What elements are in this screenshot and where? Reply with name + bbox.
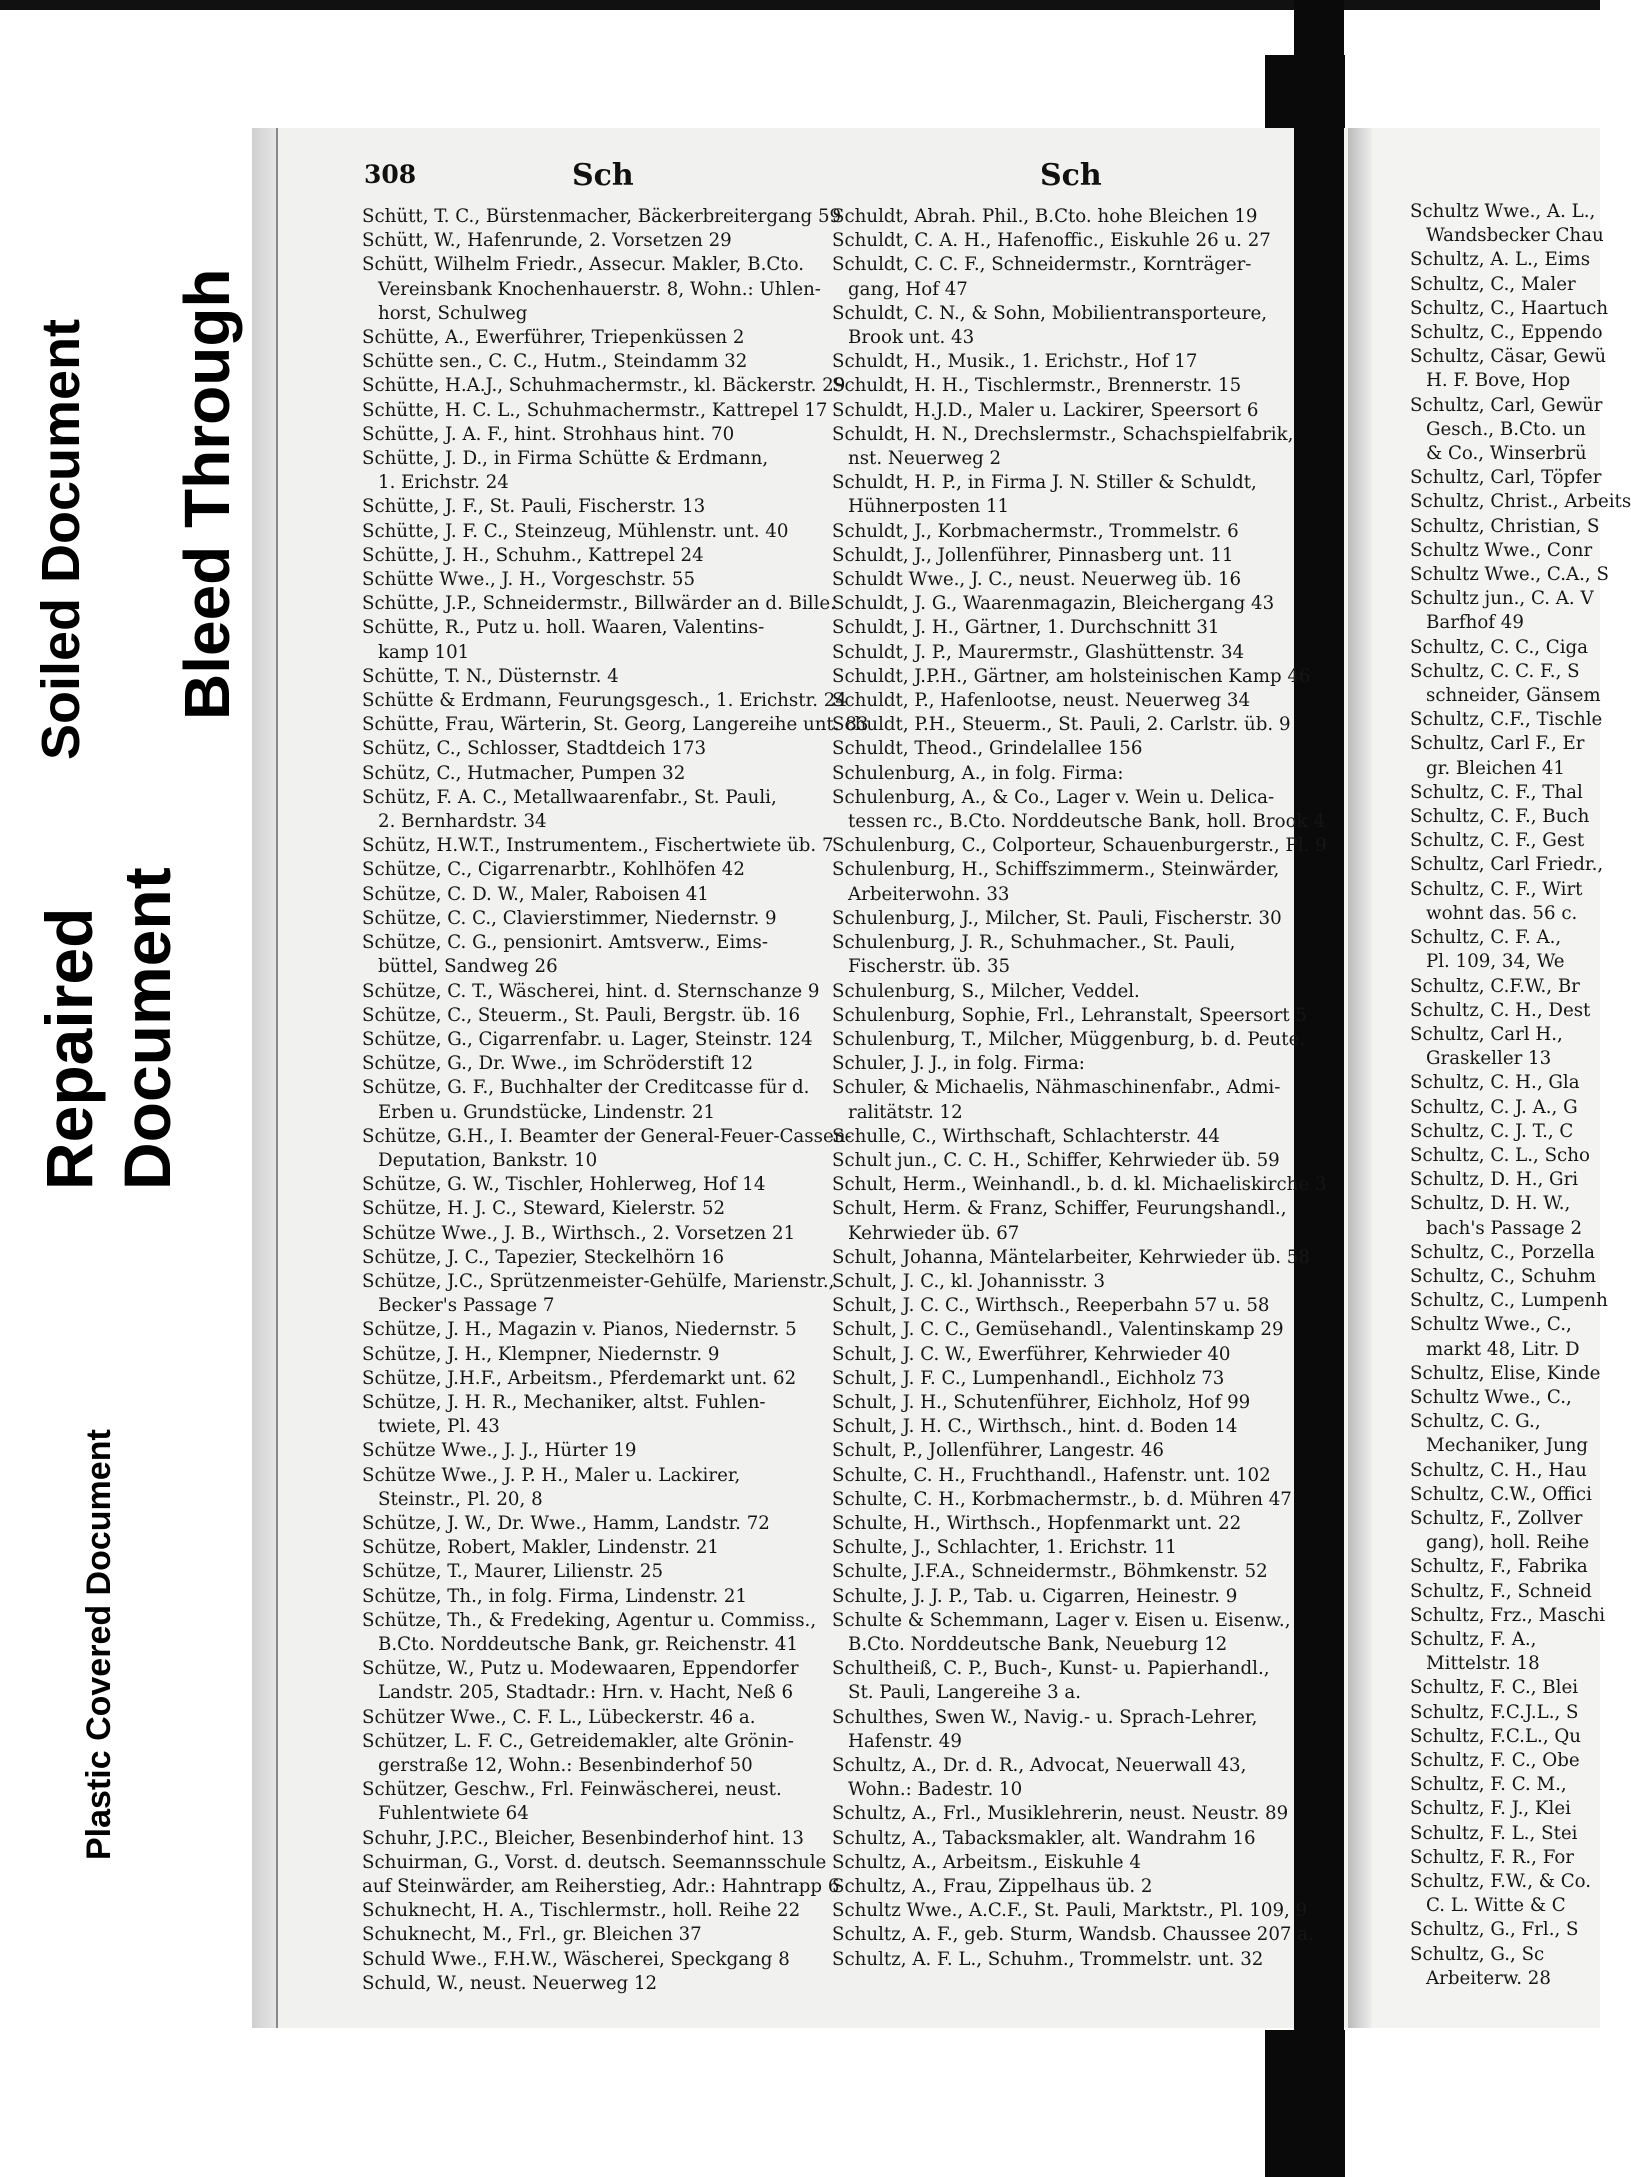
directory-entry: Schulte, J., Schlachter, 1. Erichstr. 11 [832,1537,1177,1559]
directory-entry: Schultz, F. R., For [1410,1846,1574,1868]
directory-entry: Schultz Wwe., C., [1410,1386,1572,1408]
directory-entry: Schuknecht, M., Frl., gr. Bleichen 37 [362,1924,702,1946]
directory-entry: Schuldt, H., Musik., 1. Erichstr., Hof 17 [832,351,1198,373]
directory-entry: Schultz Wwe., A. L., [1410,201,1596,222]
directory-entry: Schult, P., Jollenführer, Langestr. 46 [832,1440,1164,1462]
directory-entry: Schütte, J. F., St. Pauli, Fischerstr. 13 [362,496,706,518]
directory-entry: Schultz, F. A., [1410,1628,1537,1650]
directory-entry: Schütte, J. A. F., hint. Strohhaus hint. 70 [362,423,735,445]
directory-column-3 [1410,200,1631,1991]
directory-entry: Schuldt, J.P.H., Gärtner, am holsteinischen Kamp 46 [832,665,1311,687]
directory-entry: 1. Erichstr. 24 [378,472,509,494]
directory-entry: Schult jun., C. C. H., Schiffer, Kehrwieder üb. 59 [832,1149,1280,1171]
directory-entry: Schultz, A., Arbeitsm., Eiskuhle 4 [832,1851,1141,1873]
directory-entry: Schultz, C., Porzella [1410,1241,1595,1263]
label-repaired-document: Repaired Document [32,867,184,1190]
directory-entry: Schuldt, J. G., Waarenmagazin, Bleichergang 43 [832,593,1275,615]
directory-entry: Kehrwieder üb. 67 [848,1222,1020,1244]
directory-entry: Schütze, C., Cigarrenarbtr., Kohlhöfen 42 [362,859,745,881]
directory-entry: Schütze, J. W., Dr. Wwe., Hamm, Landstr. 72 [362,1512,770,1534]
directory-entry: Schultz, Carl F., Er [1410,733,1585,755]
directory-entry: Schütte, J. H., Schuhm., Kattrepel 24 [362,544,704,566]
directory-entry: Fischerstr. üb. 35 [848,956,1011,978]
directory-entry: Schützer Wwe., C. F. L., Lübeckerstr. 46 a. [362,1706,756,1728]
directory-entry: C. L. Witte & C [1426,1895,1566,1917]
directory-entry: Schulenburg, C., Colporteur, Schauenburgerstr., Pl. 9 [832,835,1327,857]
directory-entry: Schuldt, H.J.D., Maler u. Lackirer, Speersort 6 [832,399,1259,421]
directory-entry: Schult, Herm. & Franz, Schiffer, Feurungshandl., [832,1198,1287,1220]
directory-entry: Wandsbecker Chau [1426,225,1604,247]
directory-entry: Schultz, C. F., Gest [1410,830,1585,852]
directory-entry: Schulenburg, Sophie, Frl., Lehranstalt, Speersort 5 [832,1004,1307,1026]
directory-entry: Schuldt, Theod., Grindelallee 156 [832,738,1143,760]
directory-entry: Schuler, J. J., in folg. Firma: [832,1053,1085,1075]
directory-entry: Schultz, C. C., Ciga [1410,636,1589,658]
directory-entry: Schütze, Th., in folg. Firma, Lindenstr. 21 [362,1585,748,1607]
directory-entry: Schütze, G., Dr. Wwe., im Schröderstift 12 [362,1053,754,1075]
directory-entry: Schütte, Frau, Wärterin, St. Georg, Langereihe unt. 83 [362,714,869,736]
directory-entry: Schultz, Carl Friedr., [1410,854,1604,876]
directory-entry: Schuldt, J. H., Gärtner, 1. Durchschnitt 31 [832,617,1220,639]
directory-entry: Brook unt. 43 [848,327,975,349]
directory-entry: Schütte, H.A.J., Schuhmachermstr., kl. Bäckerstr. 29 [362,375,846,397]
directory-entry: Schultz, C., Schuhm [1410,1265,1596,1287]
directory-entry: twiete, Pl. 43 [378,1416,500,1438]
directory-entry: Schuldt Wwe., J. C., neust. Neuerweg üb. 16 [832,569,1242,591]
directory-entry: Schult, J. F. C., Lumpenhandl., Eichholz 73 [832,1367,1225,1389]
directory-entry: Schult, J. C., kl. Johannisstr. 3 [832,1270,1106,1292]
directory-entry: Schult, Johanna, Mäntelarbeiter, Kehrwieder üb. 58 [832,1246,1310,1268]
directory-entry: Schütte, J.P., Schneidermstr., Billwärder an d. Bille. [362,593,836,615]
directory-entry: Schütze, Robert, Makler, Lindenstr. 21 [362,1537,719,1559]
book-gutter [1348,128,1372,2028]
label-plastic-covered-document: Plastic Covered Document [80,1429,118,1860]
directory-entry: schneider, Gänsem [1426,685,1601,707]
directory-entry: Schult, J. C. C., Wirthsch., Reeperbahn 57 u. 58 [832,1295,1270,1317]
directory-entry: Schütze, W., Putz u. Modewaaren, Eppendorfer [362,1658,799,1680]
directory-entry: Schütte, H. C. L., Schuhmachermstr., Kattrepel 17 [362,399,828,421]
directory-entry: Schützer, Geschw., Frl. Feinwäscherei, neust. [362,1779,782,1801]
directory-entry: Schulenburg, A., & Co., Lager v. Wein u. Delica- [832,786,1275,808]
directory-entry: Barfhof 49 [1426,612,1524,634]
directory-entry: Schütt, W., Hafenrunde, 2. Vorsetzen 29 [362,230,732,252]
directory-entry: Schütze, T., Maurer, Lilienstr. 25 [362,1561,664,1583]
directory-entry: Schuldt, C. C. F., Schneidermstr., Kornträger- [832,254,1252,276]
directory-entry: Schultz, C. G., [1410,1411,1541,1433]
directory-entry: Schultz, A., Frau, Zippelhaus üb. 2 [832,1876,1153,1898]
header-left: Sch [572,158,634,193]
directory-entry: Schulthes, Swen W., Navig.- u. Sprach-Lehrer, [832,1706,1258,1728]
directory-entry: Landstr. 205, Stadtadr.: Hrn. v. Hacht, Neß 6 [378,1682,794,1704]
directory-entry: Schütte, T. N., Düsternstr. 4 [362,665,619,687]
directory-entry: Arbeiterw. 28 [1426,1967,1551,1989]
directory-entry: Schütze, C. G., pensionirt. Amtsverw., Eims- [362,932,768,954]
directory-entry: Schuld Wwe., F.H.W., Wäscherei, Speckgang 8 [362,1948,790,1970]
directory-entry: Schultz, C. C. F., S [1410,660,1580,682]
directory-entry: 2. Bernhardstr. 34 [378,811,547,833]
directory-entry: Schultheiß, C. P., Buch-, Kunst- u. Papierhandl., [832,1658,1270,1680]
directory-entry: Becker's Passage 7 [378,1295,555,1317]
directory-entry: Schultz, C. F., Buch [1410,806,1590,828]
directory-entry: Schultz, Elise, Kinde [1410,1362,1601,1384]
directory-entry: St. Pauli, Langereihe 3 a. [848,1682,1082,1704]
directory-entry: Schultz, Carl, Gewür [1410,394,1603,416]
directory-entry: Schulenburg, J., Milcher, St. Pauli, Fischerstr. 30 [832,907,1282,929]
directory-entry: gerstraße 12, Wohn.: Besenbinderhof 50 [378,1755,753,1776]
directory-entry: Schütze, J. H., Klempner, Niedernstr. 9 [362,1343,720,1365]
directory-entry: Schultz, F.C.L., Qu [1410,1725,1582,1747]
directory-entry: Schultz, Carl H., [1410,1023,1563,1045]
directory-entry: B.Cto. Norddeutsche Bank, gr. Reichenstr. 41 [378,1633,799,1655]
directory-entry: Schuldt, J., Korbmachermstr., Trommelstr. 6 [832,520,1239,542]
directory-entry: Schultz, F.W., & Co. [1410,1871,1592,1893]
directory-entry: Schultz, C. L., Scho [1410,1144,1590,1166]
directory-entry: Schulenburg, J. R., Schuhmacher., St. Pauli, [832,932,1236,954]
directory-entry: Schult, Herm., Weinhandl., b. d. kl. Michaeliskirche 3 [832,1174,1327,1196]
directory-entry: Schult, J. C. C., Gemüsehandl., Valentinskamp 29 [832,1319,1284,1341]
directory-entry: Schulte, C. H., Fruchthandl., Hafenstr. unt. 102 [832,1464,1271,1486]
directory-entry: markt 48, Litr. D [1426,1338,1580,1360]
directory-entry: Schütze Wwe., J. P. H., Maler u. Lackirer, [362,1464,741,1486]
directory-entry: Schultz, Frz., Maschi [1410,1604,1606,1626]
directory-entry: Steinstr., Pl. 20, 8 [378,1488,543,1510]
directory-entry: Hühnerposten 11 [848,496,1010,518]
directory-entry: Schütte sen., C. C., Hutm., Steindamm 32 [362,351,748,373]
directory-entry: Schultz, C.F.W., Br [1410,975,1580,997]
directory-entry: tessen rc., B.Cto. Norddeutsche Bank, holl. Brook 4 [848,811,1325,833]
directory-entry: Schultz, F., Zollver [1410,1507,1583,1529]
directory-entry: Schulte, H., Wirthsch., Hopfenmarkt unt. 22 [832,1512,1242,1534]
directory-entry: Schultz, A., Tabacksmakler, alt. Wandrahm 16 [832,1827,1256,1849]
directory-entry: Schütze, J. C., Tapezier, Steckelhörn 16 [362,1246,725,1268]
directory-entry: Schultz, G., Sc [1410,1943,1545,1965]
directory-entry: Schultz, F., Schneid [1410,1580,1592,1602]
directory-entry: Schultz, F. L., Stei [1410,1822,1578,1844]
label-soiled-document: Soiled Document [31,318,91,760]
directory-entry: Schultz, C.F., Tischle [1410,709,1603,731]
directory-entry: Schütze, G. W., Tischler, Hohlerweg, Hof 14 [362,1174,766,1196]
directory-entry: Schulenburg, A., in folg. Firma: [832,762,1124,784]
directory-entry: Schuld, W., neust. Neuerweg 12 [362,1972,658,1994]
directory-entry: Schultz, C. F., Wirt [1410,878,1583,900]
directory-entry: kamp 101 [378,641,470,663]
directory-entry: Schultz, C. J. A., G [1410,1096,1578,1118]
directory-entry: Schultz, A. F., geb. Sturm, Wandsb. Chaussee 207 a. [832,1924,1314,1946]
directory-entry: Schultz, C. F., Thal [1410,781,1583,803]
directory-entry: Schultz, C. J. T., C [1410,1120,1574,1142]
directory-entry: Schuldt, P.H., Steuerm., St. Pauli, 2. Carlstr. üb. 9 [832,714,1291,736]
directory-entry: Schuler, & Michaelis, Nähmaschinenfabr., Admi- [832,1077,1281,1099]
directory-entry: B.Cto. Norddeutsche Bank, Neueburg 12 [848,1633,1228,1655]
directory-entry: gr. Bleichen 41 [1426,757,1565,779]
directory-entry: Schütz, F. A. C., Metallwaarenfabr., St. Pauli, [362,786,777,808]
directory-entry: Schütz, H.W.T., Instrumentem., Fischertwiete üb. 7 [362,835,834,857]
directory-entry: Schütte, R., Putz u. holl. Waaren, Valentins- [362,617,765,639]
directory-entry: Schütze, C. C., Clavierstimmer, Niedernstr. 9 [362,907,777,929]
directory-entry: Schütte, J. D., in Firma Schütte & Erdmann, [362,448,769,470]
directory-entry: Schütte, A., Ewerführer, Triepenküssen 2 [362,327,745,349]
directory-entry: Schütze, G. F., Buchhalter der Creditcasse für d. [362,1077,810,1099]
directory-entry: Gesch., B.Cto. un [1426,418,1586,440]
directory-entry: nst. Neuerweg 2 [848,448,1002,470]
directory-entry: Schulte, C. H., Korbmachermstr., b. d. Mühren 47 [832,1488,1292,1510]
directory-entry: Schütze, G.H., I. Beamter der General-Feuer-Cassen- [362,1125,852,1147]
directory-entry: Schultz, C.W., Offici [1410,1483,1592,1505]
directory-entry: bach's Passage 2 [1426,1217,1583,1239]
directory-entry: Schultz, C. H., Hau [1410,1459,1587,1481]
directory-entry: Schultz, F. C., Obe [1410,1750,1580,1771]
directory-entry: Mechaniker, Jung [1426,1435,1589,1457]
directory-entry: Schütte & Erdmann, Feurungsgesch., 1. Erichstr. 24 [362,690,847,712]
directory-entry: Schuldt, H. N., Drechslermstr., Schachspielfabrik, [832,423,1294,445]
directory-entry: Schulenburg, H., Schiffszimmerm., Steinwärder, [832,859,1280,881]
directory-entry: Schuldt, P., Hafenlootse, neust. Neuerweg 34 [832,690,1251,712]
directory-entry: Schütze, H. J. C., Steward, Kielerstr. 52 [362,1198,726,1220]
directory-entry: Schuldt, C. N., & Sohn, Mobilientransporteure, [832,302,1268,324]
directory-column-2 [832,205,1332,1972]
directory-entry: Schütze, J. H., Magazin v. Pianos, Niedernstr. 5 [362,1319,797,1341]
directory-entry: Schulenburg, S., Milcher, Veddel. [832,980,1140,1002]
directory-entry: Erben u. Grundstücke, Lindenstr. 21 [378,1101,716,1123]
directory-entry: Schulte & Schemmann, Lager v. Eisen u. Eisenw., [832,1609,1291,1631]
directory-entry: Schuhr, J.P.C., Bleicher, Besenbinderhof hint. 13 [362,1827,804,1849]
directory-entry: & Co., Winserbrü [1426,443,1587,465]
directory-entry: Schultz, C., Eppendo [1410,322,1603,344]
directory-entry: Schultz, F., Fabrika [1410,1556,1588,1578]
directory-entry: Vereinsbank Knochenhauerstr. 8, Wohn.: Uhlen- [378,278,821,300]
directory-entry: Schütze, Th., & Fredeking, Agentur u. Commiss., [362,1609,817,1631]
directory-entry: Graskeller 13 [1426,1048,1552,1070]
directory-entry: Schultz jun., C. A. V [1410,588,1594,610]
directory-entry: Schultz, F. J., Klei [1410,1798,1571,1820]
directory-entry: Schultz Wwe., C.A., S [1410,564,1609,586]
top-border [0,0,1600,10]
directory-entry: Schuldt, C. A. H., Hafenoffic., Eiskuhle 26 u. 27 [832,230,1271,252]
directory-entry: Schultz, Carl, Töpfer [1410,467,1602,489]
directory-entry: Schultz, Christian, S [1410,515,1600,537]
directory-entry: Schütz, C., Hutmacher, Pumpen 32 [362,762,686,784]
directory-entry: Pl. 109, 34, We [1426,951,1565,973]
directory-entry: Schütt, Wilhelm Friedr., Assecur. Makler, B.Cto. [362,254,804,276]
directory-entry: Schuldt, J. P., Maurermstr., Glashüttenstr. 34 [832,641,1245,663]
directory-entry: Schultz, C., Lumpenh [1410,1290,1608,1312]
directory-entry: Schultz Wwe., A.C.F., St. Pauli, Marktstr., Pl. 109, 9 [832,1900,1308,1922]
directory-entry: Schulte, J.F.A., Schneidermstr., Böhmkenstr. 52 [832,1561,1268,1583]
directory-entry: Schultz, C. H., Gla [1410,1072,1580,1094]
directory-entry: Schütze, C. D. W., Maler, Raboisen 41 [362,883,709,905]
directory-entry: wohnt das. 56 c. [1426,902,1578,924]
directory-entry: Schütte Wwe., J. H., Vorgeschstr. 55 [362,569,696,591]
directory-entry: Schütze, G., Cigarrenfabr. u. Lager, Steinstr. 124 [362,1028,813,1050]
directory-entry: Schultz, C. F. A., [1410,927,1562,949]
directory-entry: Schultz, F. C., Blei [1410,1677,1579,1699]
directory-entry: Schütze, C. T., Wäscherei, hint. d. Sternschanze 9 [362,980,820,1002]
directory-entry: Schulle, C., Wirthschaft, Schlachterstr. 44 [832,1125,1220,1147]
directory-column-1 [362,205,869,1996]
directory-entry: auf Steinwärder, am Reiherstieg, Adr.: Hahntrapp 6 [362,1876,840,1898]
directory-entry: Schuldt, H. H., Tischlermstr., Brennerstr. 15 [832,375,1242,397]
directory-entry: Schultz, C., Haartuch [1410,297,1609,319]
label-bleed-through: Bleed Through [171,268,243,720]
directory-entry: Schultz, D. H., Gri [1410,1169,1579,1191]
directory-entry: Schultz, Christ., Arbeits [1410,491,1631,513]
directory-entry: büttel, Sandweg 26 [378,956,558,978]
directory-entry: Schütt, T. C., Bürstenmacher, Bäckerbreitergang 59 [362,206,842,227]
directory-entry: Schulte, J. J. P., Tab. u. Cigarren, Heinestr. 9 [832,1585,1238,1607]
directory-entry: Schult, J. H., Schutenführer, Eichholz, Hof 99 [832,1391,1251,1413]
directory-entry: Schultz, G., Frl., S [1410,1919,1579,1941]
directory-entry: Schulenburg, T., Milcher, Müggenburg, b. d. Peute. [832,1028,1306,1050]
directory-entry: horst, Schulweg [378,302,528,324]
directory-entry: Arbeiterwohn. 33 [848,883,1010,905]
directory-entry: Schuldt, Abrah. Phil., B.Cto. hohe Bleichen 19 [832,206,1258,227]
directory-entry: Schultz, A. L., Eims [1410,249,1591,271]
directory-entry: Schultz Wwe., C., [1410,1314,1572,1336]
directory-entry: Hafenstr. 49 [848,1730,962,1752]
directory-entry: Schultz, A. F. L., Schuhm., Trommelstr. unt. 32 [832,1948,1264,1970]
directory-entry: Schultz, A., Dr. d. R., Advocat, Neuerwall 43, [832,1755,1247,1776]
directory-entry: Schützer, L. F. C., Getreidemakler, alte Grönin- [362,1730,794,1752]
directory-entry: Schütze, C., Steuerm., St. Pauli, Bergstr. üb. 16 [362,1004,801,1026]
directory-entry: ralitätstr. 12 [848,1101,963,1123]
directory-entry: Schultz, F.C.J.L., S [1410,1701,1579,1723]
directory-entry: Schütze Wwe., J. B., Wirthsch., 2. Vorsetzen 21 [362,1222,796,1244]
directory-entry: Schütze Wwe., J. J., Hürter 19 [362,1440,637,1462]
directory-entry: Schütte, J. F. C., Steinzeug, Mühlenstr. unt. 40 [362,520,789,542]
directory-entry: Schultz, Cäsar, Gewü [1410,346,1607,368]
directory-entry: Schuknecht, H. A., Tischlermstr., holl. Reihe 22 [362,1900,801,1922]
directory-entry: Schuldt, J., Jollenführer, Pinnasberg unt. 11 [832,544,1234,566]
directory-entry: Fuhlentwiete 64 [378,1803,529,1825]
directory-entry: Schuldt, H. P., in Firma J. N. Stiller & Schuldt, [832,472,1257,494]
directory-entry: H. F. Bove, Hop [1426,370,1571,392]
directory-entry: Schütze, J. H. R., Mechaniker, altst. Fuhlen- [362,1391,766,1413]
directory-entry: Schultz, C., Maler [1410,273,1576,295]
header-right: Sch [1040,158,1102,193]
directory-entry: Schultz, C. H., Dest [1410,999,1591,1021]
directory-entry: Schütze, J.C., Sprützenmeister-Gehülfe, Marienstr., [362,1270,835,1292]
directory-entry: Schütz, C., Schlosser, Stadtdeich 173 [362,738,707,760]
directory-entry: Schultz, F. C. M., [1410,1774,1567,1796]
directory-entry: Schultz, A., Frl., Musiklehrerin, neust. Neustr. 89 [832,1803,1289,1825]
page-number: 308 [364,160,417,189]
directory-entry: Schult, J. H. C., Wirthsch., hint. d. Boden 14 [832,1416,1238,1438]
directory-entry: gang), holl. Reihe [1426,1532,1590,1554]
directory-entry: Wohn.: Badestr. 10 [848,1779,1023,1801]
clip-bottom [1265,2030,1345,2177]
directory-entry: gang, Hof 47 [848,278,968,300]
directory-entry: Deputation, Bankstr. 10 [378,1149,598,1171]
directory-entry: Schult, J. C. W., Ewerführer, Kehrwieder 40 [832,1343,1231,1365]
directory-entry: Schultz, D. H. W., [1410,1193,1571,1215]
directory-entry: Schuirman, G., Vorst. d. deutsch. Seemannsschule [362,1851,827,1873]
directory-entry: Mittelstr. 18 [1426,1653,1540,1675]
directory-entry: Schütze, J.H.F., Arbeitsm., Pferdemarkt unt. 62 [362,1367,797,1389]
directory-entry: Schultz Wwe., Conr [1410,539,1593,561]
